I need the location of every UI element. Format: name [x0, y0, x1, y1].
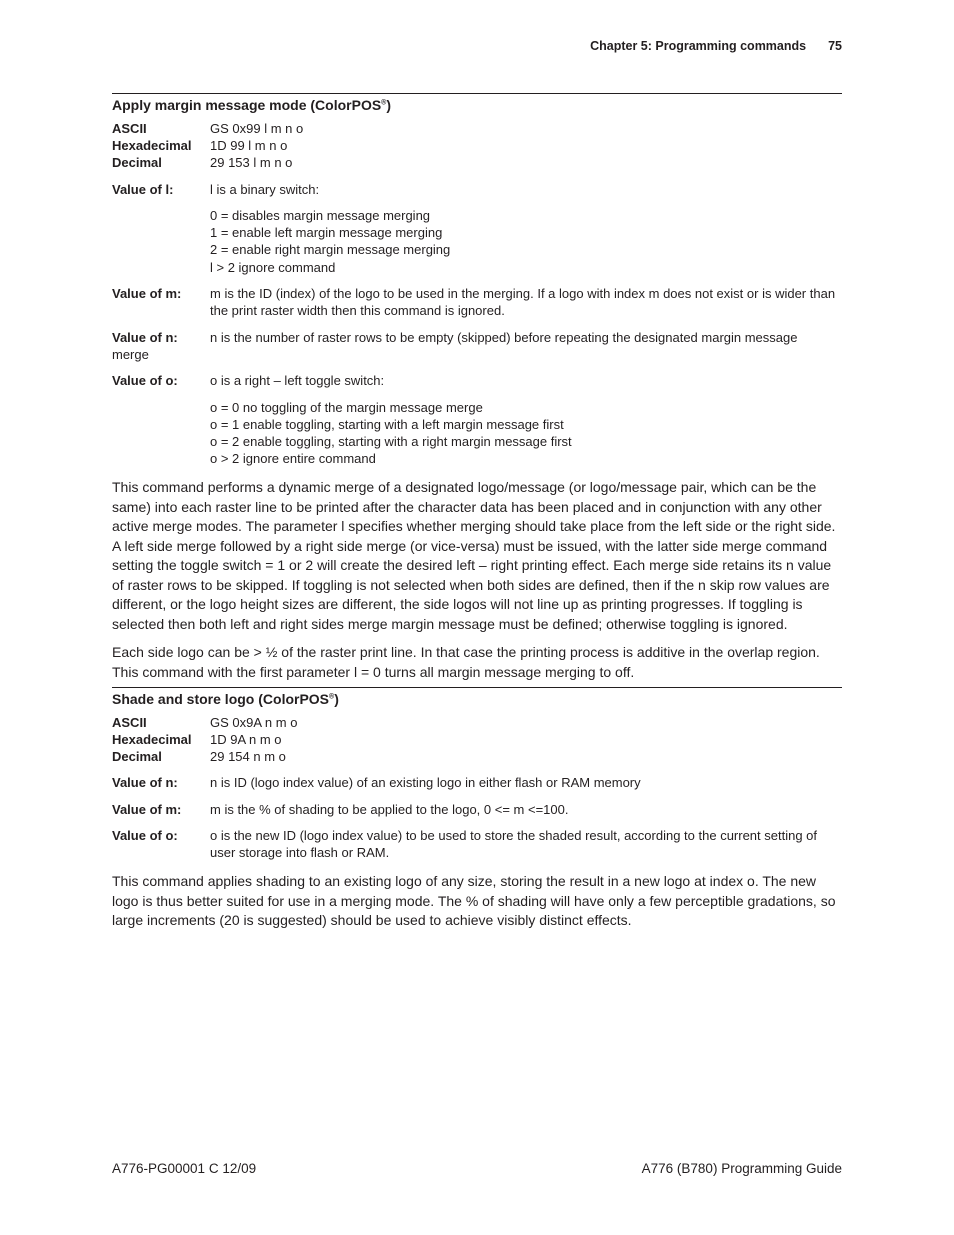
param-n-desc: n is the number of raster rows to be empty (skipped) before repeating the designated margin message	[210, 330, 798, 345]
param-n-wrap: merge	[112, 347, 149, 362]
description-paragraph: This command performs a dynamic merge of a designated logo/message (or logo/message pair, which can be the same) into each raster line to be printed after the character data has been placed and in conjunction with any other active merge modes. The parameter l specifies whether merging should take place from the left side or the right side. A left side merge followed by a right side merge (or vice-versa) must be issued, with the latter side merge command setting the toggle switch = 1 or 2 will create the desired left – right printing effect. Each merge side retains its n value of raster rows to be skipped. If toggling is not selected when both sides are defined, then if the n skip row values are different, or the logo height sizes are different, the side logos will not line up as printing progresses. If toggling is selected then both left and right sides merge margin message must be defined; otherwise toggling is ignored.	[112, 479, 836, 632]
option-text: o > 2 ignore entire command	[210, 451, 376, 466]
footer-doc-id: A776-PG00001 C 12/09	[112, 1161, 257, 1176]
param-m-label: Value of m:	[112, 802, 182, 817]
section-divider	[112, 687, 842, 688]
hex-value: 1D 9A n m o	[210, 732, 282, 747]
registered-mark: ®	[381, 99, 387, 107]
section-title-close: )	[334, 691, 339, 707]
option-text: 0 = disables margin message merging	[210, 208, 431, 223]
hex-label: Hexadecimal	[112, 138, 192, 153]
option-text: o = 0 no toggling of the margin message merge	[210, 400, 483, 415]
param-o-label: Value of o:	[112, 828, 178, 843]
param-n-desc: n is ID (logo index value) of an existing logo in either flash or RAM memory	[210, 775, 641, 790]
option-text: 2 = enable right margin message merging	[210, 242, 451, 257]
decimal-label: Decimal	[112, 155, 162, 170]
ascii-label: ASCII	[112, 715, 147, 730]
ascii-label: ASCII	[112, 121, 147, 136]
option-text: 1 = enable left margin message merging	[210, 225, 443, 240]
decimal-value: 29 153 l m n o	[210, 155, 293, 170]
description-paragraph: Each side logo can be > ½ of the raster print line. In that case the printing process is additive in the overlap region. This command with the first parameter l = 0 turns all margin message merging to off.	[112, 644, 820, 680]
decimal-value: 29 154 n m o	[210, 749, 286, 764]
option-text: l > 2 ignore command	[210, 260, 336, 275]
decimal-label: Decimal	[112, 749, 162, 764]
running-header	[590, 39, 842, 53]
param-o-label: Value of o:	[112, 373, 178, 388]
param-m-label: Value of m:	[112, 286, 182, 301]
param-m-desc: m is the ID (index) of the logo to be used in the merging. If a logo with index m does not exist or is wider than the print raster width then this command is ignored.	[210, 286, 836, 318]
description-paragraph: This command applies shading to an existing logo of any size, storing the result in a new logo at index o. The new logo is thus better suited for use in a merging mode. The % of shading will have only a few perceptible gradations, so large increments (20 is suggested) should be used to achieve visibly distinct effects.	[112, 873, 836, 928]
section-divider	[112, 93, 842, 94]
param-l-desc: l is a binary switch:	[210, 182, 320, 197]
registered-mark: ®	[329, 693, 335, 701]
section-title-close: )	[386, 97, 392, 113]
param-o-desc: o is the new ID (logo index value) to be used to store the shaded result, according to the current setting of user storage into flash or RAM.	[210, 828, 818, 860]
param-o-desc: o is a right – left toggle switch:	[210, 373, 385, 388]
option-text: o = 1 enable toggling, starting with a left margin message first	[210, 417, 564, 432]
param-l-label: Value of l:	[112, 182, 174, 197]
hex-value: 1D 99 l m n o	[210, 138, 288, 153]
param-m-desc: m is the % of shading to be applied to the logo, 0 <= m <=100.	[210, 802, 569, 817]
hex-label: Hexadecimal	[112, 732, 192, 747]
section-title-text: Apply margin message mode (ColorPOS	[112, 97, 382, 113]
footer-guide-title: A776 (B780) Programming Guide	[641, 1161, 842, 1176]
section-title-text: Shade and store logo (ColorPOS	[112, 691, 330, 707]
ascii-value: GS 0x99 l m n o	[210, 121, 304, 136]
page-number: 75	[828, 39, 842, 53]
param-n-label: Value of n:	[112, 775, 178, 790]
chapter-title: Chapter 5: Programming commands	[590, 39, 807, 53]
param-n-label: Value of n:	[112, 330, 178, 345]
section-title-shade-store	[112, 691, 339, 707]
ascii-value: GS 0x9A n m o	[210, 715, 298, 730]
option-text: o = 2 enable toggling, starting with a right margin message first	[210, 434, 572, 449]
section-title-margin-message	[112, 97, 391, 113]
